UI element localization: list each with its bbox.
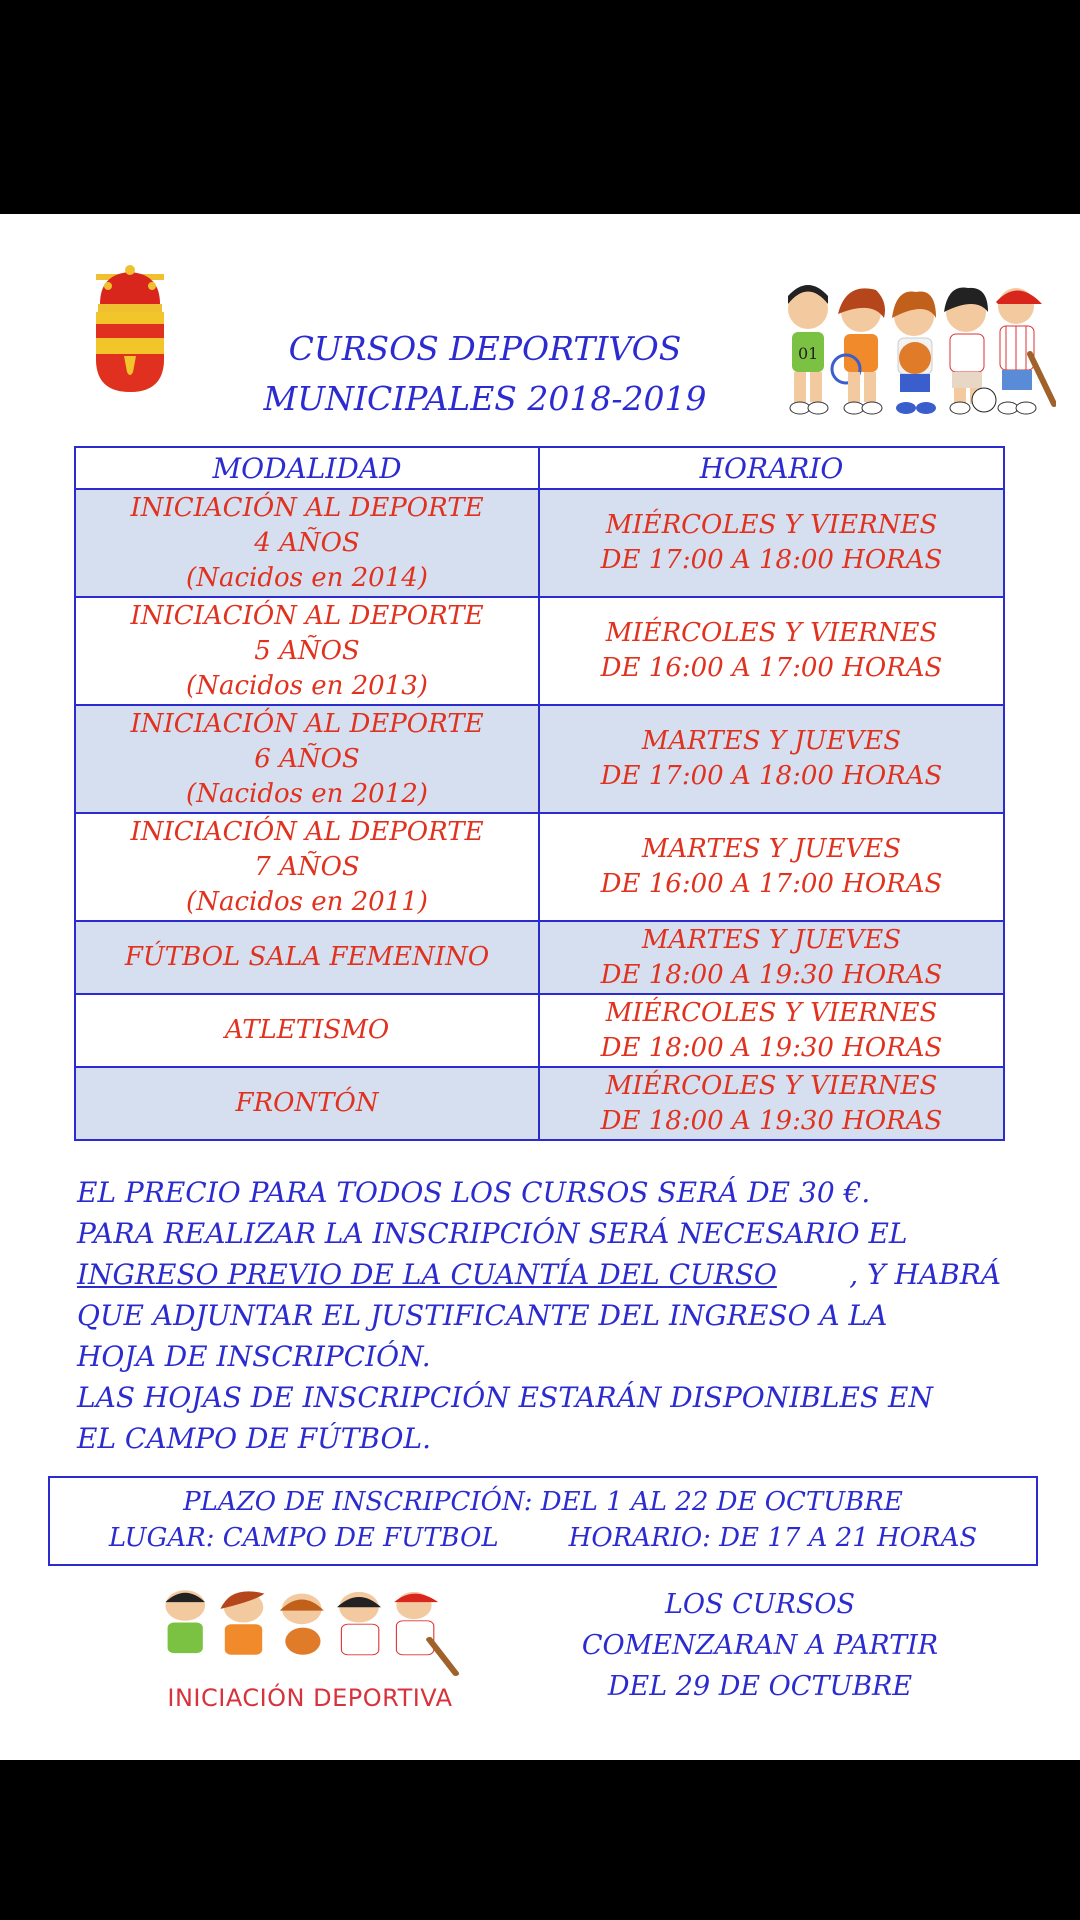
kids-sports-illustration <box>776 274 1056 422</box>
table-row <box>75 1067 1004 1140</box>
poster-page <box>0 214 1080 1760</box>
table-row <box>75 597 1004 705</box>
modalidad-cell: INICIACIÓN AL DEPORTE 5 AÑOS (Nacidos en 2013) <box>75 597 539 705</box>
schedule-table <box>74 446 1005 1141</box>
svg-text:01: 01 <box>798 344 819 363</box>
horario-cell: MIÉRCOLES Y VIERNES DE 18:00 A 19:30 HORAS <box>539 994 1004 1067</box>
header-horario: HORARIO <box>539 447 1004 489</box>
sheets-line-2: EL CAMPO DE FÚTBOL. <box>77 1422 431 1455</box>
inscription-line-2: INGRESO PREVIO DE LA CUANTÍA DEL CURSO , Y HABRÁ <box>77 1254 1001 1295</box>
inscription-line-3: QUE ADJUNTAR EL JUSTIFICANTE DEL INGRESO A LA <box>77 1299 888 1332</box>
registration-info-box <box>48 1476 1038 1566</box>
table-row <box>75 813 1004 921</box>
modalidad-cell: ATLETISMO <box>75 994 539 1067</box>
municipal-crest-icon <box>90 264 170 394</box>
info-paragraph <box>77 1172 1001 1459</box>
inscription-line-1: PARA REALIZAR LA INSCRIPCIÓN SERÁ NECESARIO EL <box>77 1217 908 1250</box>
modalidad-cell: FRONTÓN <box>75 1067 539 1140</box>
horario-cell: MARTES Y JUEVES DE 17:00 A 18:00 HORAS <box>539 705 1004 813</box>
table-header-row <box>75 447 1004 489</box>
horario-cell: MARTES Y JUEVES DE 18:00 A 19:30 HORAS <box>539 921 1004 994</box>
hours-text: HORARIO: DE 17 A 21 HORAS <box>568 1523 978 1553</box>
title-line-1: CURSOS DEPORTIVOS <box>288 329 682 368</box>
horario-cell: MIÉRCOLES Y VIERNES DE 16:00 A 17:00 HORAS <box>539 597 1004 705</box>
header-modalidad: MODALIDAD <box>75 447 539 489</box>
table-row <box>75 921 1004 994</box>
table-row <box>75 705 1004 813</box>
modalidad-cell: FÚTBOL SALA FEMENINO <box>75 921 539 994</box>
underlined-requirement: INGRESO PREVIO DE LA CUANTÍA DEL CURSO <box>77 1258 777 1291</box>
start-date-notice: LOS CURSOS COMENZARAN A PARTIR DEL 29 DE OCTUBRE <box>581 1589 939 1702</box>
horario-cell: MIÉRCOLES Y VIERNES DE 18:00 A 19:30 HORAS <box>539 1067 1004 1140</box>
place-text: LUGAR: CAMPO DE FUTBOL <box>108 1523 499 1553</box>
horario-cell: MIÉRCOLES Y VIERNES DE 17:00 A 18:00 HORAS <box>539 489 1004 597</box>
title-line-2: MUNICIPALES 2018-2019 <box>263 379 707 418</box>
inscription-line-4: HOJA DE INSCRIPCIÓN. <box>77 1340 431 1373</box>
table-row <box>75 489 1004 597</box>
logo-label: INICIACIÓN DEPORTIVA <box>167 1684 453 1712</box>
page-title <box>200 324 770 424</box>
table-row <box>75 994 1004 1067</box>
horario-cell: MARTES Y JUEVES DE 16:00 A 17:00 HORAS <box>539 813 1004 921</box>
price-line: EL PRECIO PARA TODOS LOS CURSOS SERÁ DE 30 €. <box>77 1176 871 1209</box>
modalidad-cell: INICIACIÓN AL DEPORTE 6 AÑOS (Nacidos en 2012) <box>75 705 539 813</box>
sheets-line-1: LAS HOJAS DE INSCRIPCIÓN ESTARÁN DISPONIBLES EN <box>77 1381 933 1414</box>
modalidad-cell: INICIACIÓN AL DEPORTE 7 AÑOS (Nacidos en 2011) <box>75 813 539 921</box>
deadline-text: PLAZO DE INSCRIPCIÓN: DEL 1 AL 22 DE OCTUBRE <box>183 1487 903 1517</box>
modalidad-cell: INICIACIÓN AL DEPORTE 4 AÑOS (Nacidos en 2014) <box>75 489 539 597</box>
